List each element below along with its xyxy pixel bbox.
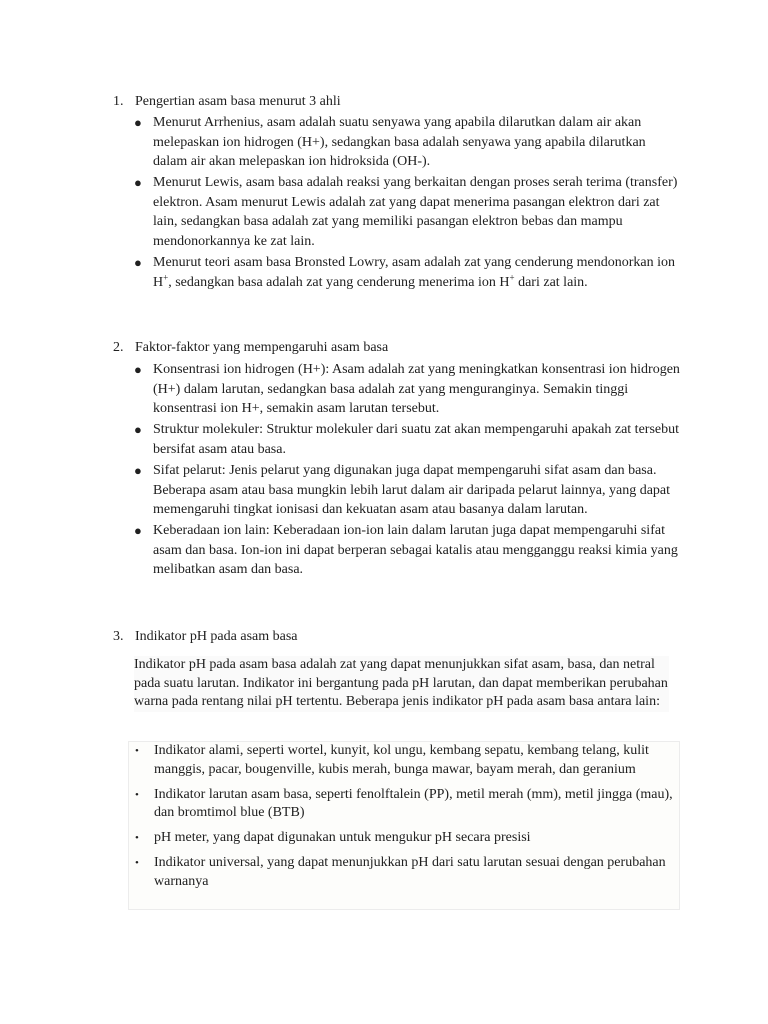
list-item-text: Menurut Arrhenius, asam adalah suatu senyawa yang apabila dilarutkan dalam air akan melepaskan ion hidrogen (H+), sedangkan basa adalah senyawa yang apabila dilarutkan dalam air akan melepaskan ion hidroksida (OH-).: [153, 115, 646, 170]
list-item-text: Indikator universal, yang dapat menunjukkan pH dari satu larutan sesuai dengan perubahan warnanya: [154, 855, 666, 889]
section-3-heading: [113, 627, 298, 646]
section-3-number: 3.: [113, 629, 124, 644]
list-item-text: Keberadaan ion lain: Keberadaan ion-ion lain dalam larutan juga dapat mempengaruhi sifat asam dan basa. Ion-ion ini dapat berperan sebagai katalis atau mengganggu reaksi kimia yang melibatkan asam dan basa.: [153, 523, 678, 578]
bullet-icon: ●: [134, 175, 142, 191]
list-item-text-part: Menurut teori asam basa Bronsted Lowry, asam adalah zat yang cenderung mendonorkan ion H: [153, 255, 675, 290]
list-item: [0, 521, 683, 580]
list-item-text-part: , sedangkan basa adalah zat yang cenderung menerima ion H: [168, 274, 510, 290]
bullet-icon: ●: [134, 115, 142, 130]
superscript: +: [163, 272, 169, 283]
section-1-heading: [113, 92, 341, 111]
list-item: [0, 173, 683, 251]
indicator-list-box: [128, 741, 680, 910]
section-1-title: Pengertian asam basa menurut 3 ahli: [135, 94, 341, 109]
list-item-text: Menurut Lewis, asam basa adalah reaksi yang berkaitan dengan proses serah terima (transfer) elektron. Asam menurut Lewis adalah zat yang dapat menerima pasangan elektron dari zat lain, sedangkan basa adalah zat yang memiliki pasangan elektron bebas dan mampu mendonorkannya ke zat lain.: [153, 175, 678, 250]
section-1-list: [0, 113, 683, 294]
list-item: [1, 786, 674, 823]
section-3-title: Indikator pH pada asam basa: [135, 629, 298, 644]
section-3-list: [1, 742, 674, 898]
list-item: [0, 360, 683, 419]
bullet-icon: ●: [134, 523, 142, 539]
superscript: +: [509, 272, 515, 283]
bullet-icon: •: [135, 745, 139, 757]
list-item: [1, 742, 674, 779]
bullet-icon: •: [135, 857, 139, 869]
section-2-heading: [113, 338, 388, 357]
list-item: [0, 113, 683, 172]
list-item: [1, 854, 674, 891]
list-item-text-part: dari zat lain.: [514, 274, 588, 290]
bullet-icon: ●: [134, 255, 142, 271]
section-2-list: [0, 360, 683, 582]
section-1-number: 1.: [113, 94, 124, 109]
list-item: [0, 253, 683, 292]
bullet-icon: ●: [134, 422, 142, 438]
section-3-paragraph: Indikator pH pada asam basa adalah zat yang dapat menunjukkan sifat asam, basa, dan netral pada suatu larutan. Indikator ini bergantung pada pH larutan, dan dapat memberikan perubahan warna pada rentang nilai pH tertentu. Beberapa jenis indikator pH pada asam basa antara lain:: [134, 656, 669, 712]
bullet-icon: •: [135, 788, 139, 801]
bullet-icon: ●: [134, 362, 142, 377]
list-item-text: Struktur molekuler: Struktur molekuler dari suatu zat akan mempengaruhi apakah zat tersebut bersifat asam atau basa.: [153, 422, 679, 457]
list-item-text: Indikator alami, seperti wortel, kunyit, kol ungu, kembang sepatu, kembang telang, kulit manggis, pacar, bougenville, kubis merah, bunga mawar, bayam merah, dan geranium: [154, 743, 649, 777]
list-item: [0, 461, 683, 520]
list-item-text: Sifat pelarut: Jenis pelarut yang digunakan juga dapat mempengaruhi sifat asam dan basa. Beberapa asam atau basa mungkin lebih larut dalam air daripada pelarut lainnya, yang dapat memengaruhi tingkat ionisasi dan kekuatan asam atau basanya dalam larutan.: [153, 462, 671, 518]
list-item: [1, 829, 674, 848]
section-2-title: Faktor-faktor yang mempengaruhi asam basa: [135, 340, 389, 355]
list-item-text: Indikator larutan asam basa, seperti fenolftalein (PP), metil merah (mm), metil jingga (mau), dan bromtimol blue (BTB): [154, 786, 673, 820]
list-item-text: Konsentrasi ion hidrogen (H+): Asam adalah zat yang meningkatkan konsentrasi ion hidrogen (H+) dalam larutan, sedangkan basa adalah zat yang menguranginya. Semakin tinggi konsentrasi ion H+, semakin asam larutan tersebut.: [153, 362, 680, 417]
list-item-text: pH meter, yang dapat digunakan untuk mengukur pH secara presisi: [154, 830, 531, 845]
section-2-number: 2.: [113, 340, 124, 355]
list-item: [0, 420, 683, 459]
bullet-icon: •: [135, 832, 139, 844]
bullet-icon: ●: [134, 462, 142, 478]
